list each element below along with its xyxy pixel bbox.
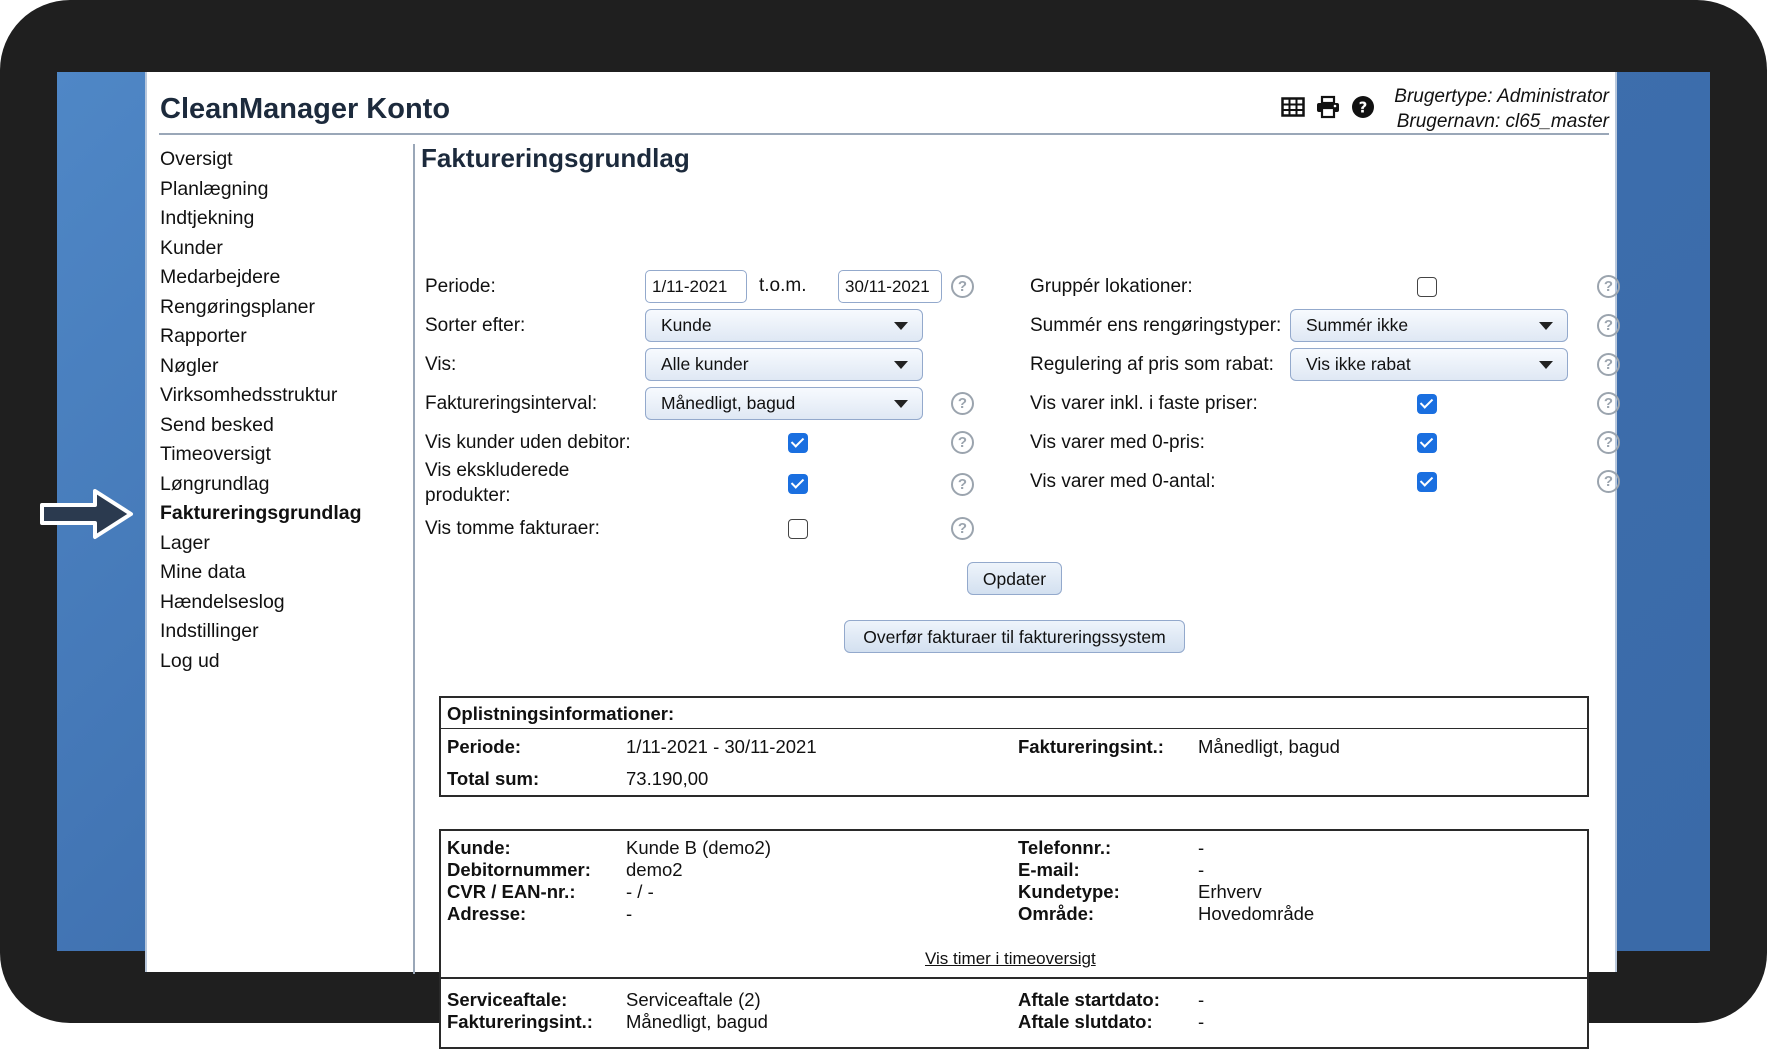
chevron-down-icon: [894, 400, 908, 408]
print-icon[interactable]: [1315, 94, 1341, 120]
arrow-right-icon: [35, 487, 153, 541]
chevron-down-icon: [894, 322, 908, 330]
nulantal-help-icon[interactable]: ?: [1597, 470, 1620, 493]
summer-select[interactable]: [1290, 309, 1568, 342]
vis-select[interactable]: [645, 348, 923, 381]
periode-separator: t.o.m.: [759, 275, 807, 296]
customer-cvr-label: CVR / EAN-nr.:: [447, 881, 576, 902]
customer-kundetype-value: Erhverv: [1198, 881, 1262, 902]
ekskl-help-icon[interactable]: ?: [951, 473, 974, 496]
customer-box: [439, 829, 1589, 1049]
nav-item-lager[interactable]: Lager: [160, 531, 210, 554]
periode-label: Periode:: [425, 276, 496, 297]
app-title: CleanManager Konto: [160, 93, 451, 125]
regulering-select[interactable]: [1290, 348, 1568, 381]
nulpris-help-icon[interactable]: ?: [1597, 431, 1620, 454]
nav-item-rapporter[interactable]: Rapporter: [160, 325, 247, 347]
nav-item-mine-data[interactable]: Mine data: [160, 561, 246, 583]
summary-total-label: Total sum:: [447, 768, 540, 789]
sorter-select[interactable]: [645, 309, 923, 342]
summer-label: Summér ens rengøringstyper:: [1030, 315, 1282, 336]
regulering-value: Vis ikke rabat: [1306, 354, 1411, 374]
sorter-value: Kunde: [661, 315, 712, 335]
grupper-checkbox[interactable]: [1417, 277, 1437, 297]
slut-label: Aftale slutdato:: [1018, 1011, 1153, 1032]
sorter-label: Sorter efter:: [425, 315, 526, 336]
nav-item-kunder[interactable]: Kunder: [160, 236, 223, 259]
customer-adresse-label: Adresse:: [447, 903, 527, 924]
page-title: Faktureringsgrundlag: [421, 143, 690, 173]
customer-email-value: -: [1198, 859, 1205, 880]
nav-item-rengoeringsplaner[interactable]: Rengøringsplaner: [160, 295, 316, 318]
grupper-label: Gruppér lokationer:: [1030, 276, 1193, 297]
uden-debitor-label: Vis kunder uden debitor:: [425, 432, 631, 453]
customer-cvr-value: - / -: [626, 881, 654, 902]
grupper-help-icon[interactable]: ?: [1597, 275, 1620, 298]
slut-value: -: [1198, 1011, 1205, 1032]
interval-help-icon[interactable]: ?: [951, 392, 974, 415]
update-button[interactable]: Opdater: [967, 562, 1062, 595]
service-value: Serviceaftale (2): [626, 989, 761, 1010]
summary-heading: Oplistningsinformationer:: [447, 703, 675, 724]
customer-telefon-label: Telefonnr.:: [1018, 837, 1112, 858]
nav-item-virksomhedsstruktur[interactable]: Virksomhedsstruktur: [160, 384, 338, 406]
chevron-down-icon: [894, 361, 908, 369]
tomme-label: Vis tomme fakturaer:: [425, 518, 600, 539]
ekskl-label-line2: produkter:: [425, 485, 511, 506]
table-icon[interactable]: [1280, 94, 1306, 120]
customer-omraade-value: Hovedområde: [1198, 903, 1315, 924]
summary-interval-label: Faktureringsint.:: [1018, 736, 1164, 757]
app-window: [145, 72, 1617, 1032]
interval-select[interactable]: [645, 387, 923, 420]
chevron-down-icon: [1539, 361, 1553, 369]
timeoversigt-link[interactable]: Vis timer i timeoversigt: [925, 949, 1096, 968]
faste-help-icon[interactable]: ?: [1597, 392, 1620, 415]
transfer-invoices-button[interactable]: Overfør fakturaer til faktureringssystem: [844, 620, 1185, 653]
start-label: Aftale startdato:: [1018, 989, 1160, 1010]
uden-debitor-help-icon[interactable]: ?: [951, 431, 974, 454]
customer-omraade-label: Område:: [1018, 903, 1095, 924]
ekskl-label-line1: Vis ekskluderede: [425, 460, 570, 481]
nav-item-send-besked[interactable]: Send besked: [160, 413, 274, 436]
customer-kunde-value: Kunde B (demo2): [626, 837, 772, 858]
nav-item-medarbejdere[interactable]: Medarbejdere: [160, 266, 281, 288]
summer-value: Summér ikke: [1306, 315, 1409, 335]
periode-help-icon[interactable]: ?: [951, 275, 974, 298]
customer-adresse-value: -: [626, 903, 633, 924]
periode-from-input[interactable]: [645, 270, 747, 303]
desktop-background: [57, 72, 1710, 1032]
uden-debitor-checkbox[interactable]: [788, 433, 808, 453]
nav-item-timeoversigt[interactable]: Timeoversigt: [160, 443, 271, 465]
user-info: [1394, 84, 1609, 134]
summary-total-value: 73.190,00: [626, 768, 709, 789]
interval-label: Faktureringsinterval:: [425, 393, 598, 414]
summer-help-icon[interactable]: ?: [1597, 314, 1620, 337]
interval-value: Månedligt, bagud: [661, 393, 796, 413]
service-label: Serviceaftale:: [447, 989, 568, 1010]
customer-debitor-value: demo2: [626, 859, 683, 880]
user-name: Brugernavn: cl65_master: [1396, 111, 1609, 132]
main-content: [421, 136, 1617, 1032]
fakint-value: Månedligt, bagud: [626, 1011, 768, 1032]
nulpris-label: Vis varer med 0-pris:: [1030, 432, 1205, 453]
summary-periode-label: Periode:: [447, 736, 522, 757]
regulering-help-icon[interactable]: ?: [1597, 353, 1620, 376]
summary-periode-value: 1/11-2021 - 30/11-2021: [626, 736, 817, 757]
customer-kunde-label: Kunde:: [447, 837, 511, 858]
customer-kundetype-label: Kundetype:: [1018, 881, 1120, 902]
nulantal-label: Vis varer med 0-antal:: [1030, 471, 1216, 492]
nav-item-indtjekning[interactable]: Indtjekning: [160, 207, 255, 229]
sidebar-nav: [160, 145, 410, 676]
summary-box: [439, 696, 1589, 797]
periode-to-input[interactable]: [838, 270, 942, 303]
vis-label: Vis:: [425, 354, 457, 375]
customer-debitor-label: Debitornummer:: [447, 859, 591, 880]
nulpris-checkbox[interactable]: [1417, 433, 1437, 453]
start-value: -: [1198, 989, 1205, 1010]
customer-divider: [441, 977, 1587, 979]
ekskl-checkbox[interactable]: [788, 474, 808, 494]
regulering-label: Regulering af pris som rabat:: [1030, 354, 1274, 375]
nav-item-log-ud[interactable]: Log ud: [160, 649, 220, 672]
header-toolbar: [1280, 94, 1376, 120]
nav-item-oversigt[interactable]: Oversigt: [160, 148, 233, 170]
user-type: Brugertype: Administrator: [1394, 86, 1609, 107]
nav-item-haendelseslog[interactable]: Hændelseslog: [160, 590, 285, 613]
nav-item-planlaegning[interactable]: Planlægning: [160, 177, 269, 200]
customer-email-label: E-mail:: [1018, 859, 1080, 880]
faste-label: Vis varer inkl. i faste priser:: [1030, 393, 1258, 414]
vis-value: Alle kunder: [661, 354, 749, 374]
customer-telefon-value: -: [1198, 837, 1205, 858]
svg-text:?: ?: [1358, 98, 1368, 117]
nav-item-faktureringsgrundlag[interactable]: Faktureringsgrundlag: [160, 502, 362, 524]
tomme-checkbox[interactable]: [788, 519, 808, 539]
tomme-help-icon[interactable]: ?: [951, 517, 974, 540]
nav-item-loengrundlag[interactable]: Løngrundlag: [160, 472, 270, 495]
nulantal-checkbox[interactable]: [1417, 472, 1437, 492]
sidebar-divider: [413, 144, 415, 974]
nav-item-noegler[interactable]: Nøgler: [160, 354, 219, 377]
fakint-label: Faktureringsint.:: [447, 1011, 593, 1032]
nav-item-indstillinger[interactable]: Indstillinger: [160, 620, 259, 642]
help-icon[interactable]: [1350, 94, 1376, 120]
faste-checkbox[interactable]: [1417, 394, 1437, 414]
chevron-down-icon: [1539, 322, 1553, 330]
summary-interval-value: Månedligt, bagud: [1198, 736, 1340, 757]
header-divider: [159, 133, 1609, 135]
